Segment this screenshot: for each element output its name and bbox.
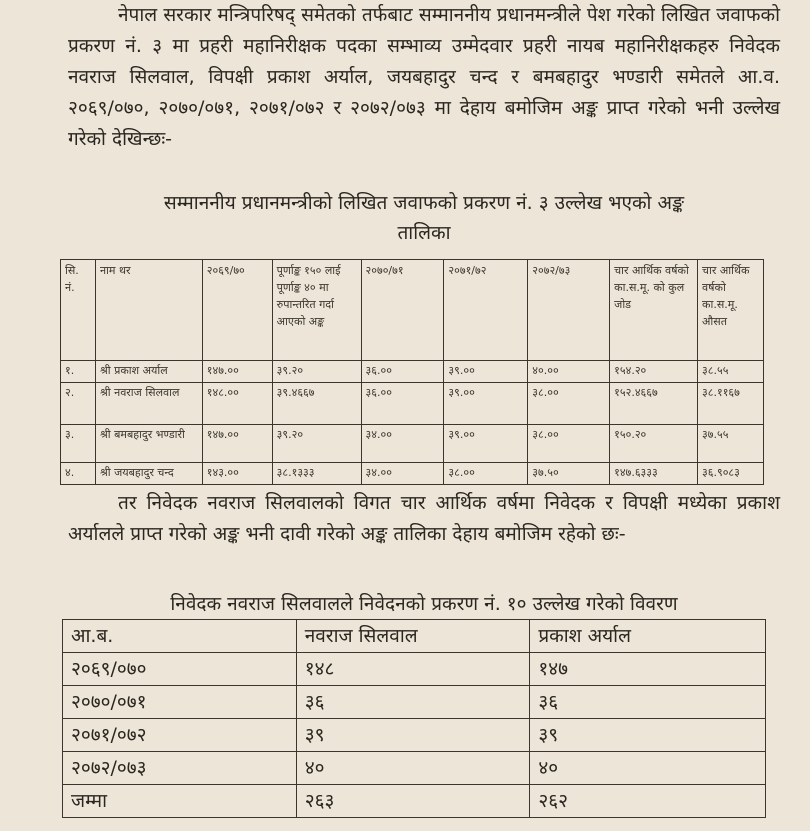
table1-heading xyxy=(68,188,780,248)
table1-cell: ३. xyxy=(61,425,96,463)
table2-cell: २६३ xyxy=(296,785,530,818)
table1-row xyxy=(61,463,764,485)
claim-paragraph xyxy=(68,488,780,550)
table2-header-cell: प्रकाश अर्याल xyxy=(530,620,766,653)
table1-cell: ४०.०० xyxy=(528,361,610,383)
table1-cell: श्री प्रकाश अर्याल xyxy=(95,361,202,383)
table1-cell: १५०.२० xyxy=(610,425,698,463)
table2-cell: ३६ xyxy=(530,686,766,719)
table2-cell: २०७२/०७३ xyxy=(63,752,297,785)
table1-header-cell: २०७१/७२ xyxy=(444,260,528,361)
table2-header-cell: आ.ब. xyxy=(63,620,297,653)
table1-cell: ३८.११६७ xyxy=(698,383,764,425)
table1-cell: ४. xyxy=(61,463,96,485)
table1-cell: ३९.०० xyxy=(444,361,528,383)
table1-cell: ३८.०० xyxy=(444,463,528,485)
table1-cell: १४७.०० xyxy=(202,425,272,463)
table1-cell: ३८.०० xyxy=(528,383,610,425)
table2-header-cell: नवराज सिलवाल xyxy=(296,620,530,653)
table1-cell: १५४.२० xyxy=(610,361,698,383)
table1-cell: १४८.०० xyxy=(202,383,272,425)
table2-cell: ३६ xyxy=(296,686,530,719)
table1-cell: श्री नवराज सिलवाल xyxy=(95,383,202,425)
table2-cell: २६२ xyxy=(530,785,766,818)
table1-row xyxy=(61,383,764,425)
table1-cell: श्री जयबहादुर चन्द xyxy=(95,463,202,485)
table1-header-cell: चार आर्थिक वर्षको का.स.मू. को कुल जोड xyxy=(610,260,698,361)
table1-header-cell: पूर्णाङ्क १५० लाई पूर्णाङ्क ४० मा रुपान्तरित गर्दा आएको अङ्क xyxy=(272,260,361,361)
table2-row xyxy=(63,752,766,785)
table1-cell: ३४.०० xyxy=(361,463,444,485)
claim-paragraph-text: तर निवेदक नवराज सिलवालको विगत चार आर्थिक वर्षमा निवेदक र विपक्षी मध्येका प्रकाश अर्यालले प्राप्त गरेको अङ्क भनी दावी गरेको अङ्क तालिका देहाय बमोजिम रहेको छः- xyxy=(68,492,780,545)
table1-header-cell: चार आर्थिक वर्षको का.स.मू. औसत xyxy=(698,260,764,361)
table1-header-cell: २०७०/७१ xyxy=(361,260,444,361)
table1-cell: २. xyxy=(61,383,96,425)
table1-cell: १. xyxy=(61,361,96,383)
table2-row xyxy=(63,719,766,752)
intro-paragraph-text: नेपाल सरकार मन्त्रिपरिषद् समेतको तर्फबाट सम्माननीय प्रधानमन्त्रीले पेश गरेको लिखित जवाफको प्रकरण नं. ३ मा प्रहरी महानिरीक्षक पदका सम्भाव्य उम्मेदवार प्रहरी नायब महानिरीक्षकहरु निवेदक नवराज सिलवाल, विपक्षी प्रकाश अर्याल, जयबहादुर चन्द र बमबहादुर भण्डारी समेतले आ.व. २०६९/०७०, २०७०/०७१, २०७१/०७२ र २०७२/०७३ मा देहाय बमोजिम अङ्क प्राप्त गरेको भनी उल्लेख गरेको देखिन्छः- xyxy=(68,4,780,150)
table1-cell: ३९.०० xyxy=(444,425,528,463)
table1-cell: ३९.०० xyxy=(444,383,528,425)
table2-cell: २०६९/०७० xyxy=(63,653,297,686)
table1-cell: ३९.२० xyxy=(272,425,361,463)
table1-cell: श्री बमबहादुर भण्डारी xyxy=(95,425,202,463)
table2-cell: ४० xyxy=(530,752,766,785)
table1-cell: ३६.०० xyxy=(361,383,444,425)
table2-cell: ३९ xyxy=(296,719,530,752)
table1-cell: ३९.२० xyxy=(272,361,361,383)
table1-cell: ३४.०० xyxy=(361,425,444,463)
table1-header-cell: २०७२/७३ xyxy=(528,260,610,361)
table1-cell: ३९.४६६७ xyxy=(272,383,361,425)
table2-cell: २०७०/०७१ xyxy=(63,686,297,719)
table2-cell: जम्मा xyxy=(63,785,297,818)
table1-row xyxy=(61,361,764,383)
table2-cell: ४० xyxy=(296,752,530,785)
table1-cell: ३७.५५ xyxy=(698,425,764,463)
table1-cell: १५२.४६६७ xyxy=(610,383,698,425)
table1-cell: ३८.५५ xyxy=(698,361,764,383)
marks-table-pm-reply xyxy=(60,259,764,485)
table2-cell: १४७ xyxy=(530,653,766,686)
table1-header-cell: २०६९/७० xyxy=(202,260,272,361)
table1-cell: ३८.०० xyxy=(528,425,610,463)
table2-heading: निवेदक नवराज सिलवालले निवेदनको प्रकरण नं. १० उल्लेख गरेको विवरण xyxy=(170,593,678,615)
table1-header-cell: सि. नं. xyxy=(61,260,96,361)
table1-cell: ३६.९०८३ xyxy=(698,463,764,485)
table2-header-row xyxy=(63,620,766,653)
intro-paragraph xyxy=(68,0,780,155)
table2-row xyxy=(63,686,766,719)
table1-heading-line2: तालिका xyxy=(397,222,451,244)
table2-cell: १४८ xyxy=(296,653,530,686)
table1-header-cell: नाम थर xyxy=(95,260,202,361)
table1-cell: १४७.०० xyxy=(202,361,272,383)
table1-cell: ३७.५० xyxy=(528,463,610,485)
table1-header-row xyxy=(61,260,764,361)
table1-cell: १४७.६३३३ xyxy=(610,463,698,485)
table1-cell: १४३.०० xyxy=(202,463,272,485)
table1-row xyxy=(61,425,764,463)
table2-row xyxy=(63,653,766,686)
table2-cell: २०७१/०७२ xyxy=(63,719,297,752)
table2-row xyxy=(63,785,766,818)
table1-cell: ३८.१३३३ xyxy=(272,463,361,485)
marks-table-petition xyxy=(62,619,766,818)
table1-cell: ३६.०० xyxy=(361,361,444,383)
table1-heading-line1: सम्माननीय प्रधानमन्त्रीको लिखित जवाफको प्रकरण नं. ३ उल्लेख भएको अङ्क xyxy=(163,192,685,214)
table2-cell: ३९ xyxy=(530,719,766,752)
